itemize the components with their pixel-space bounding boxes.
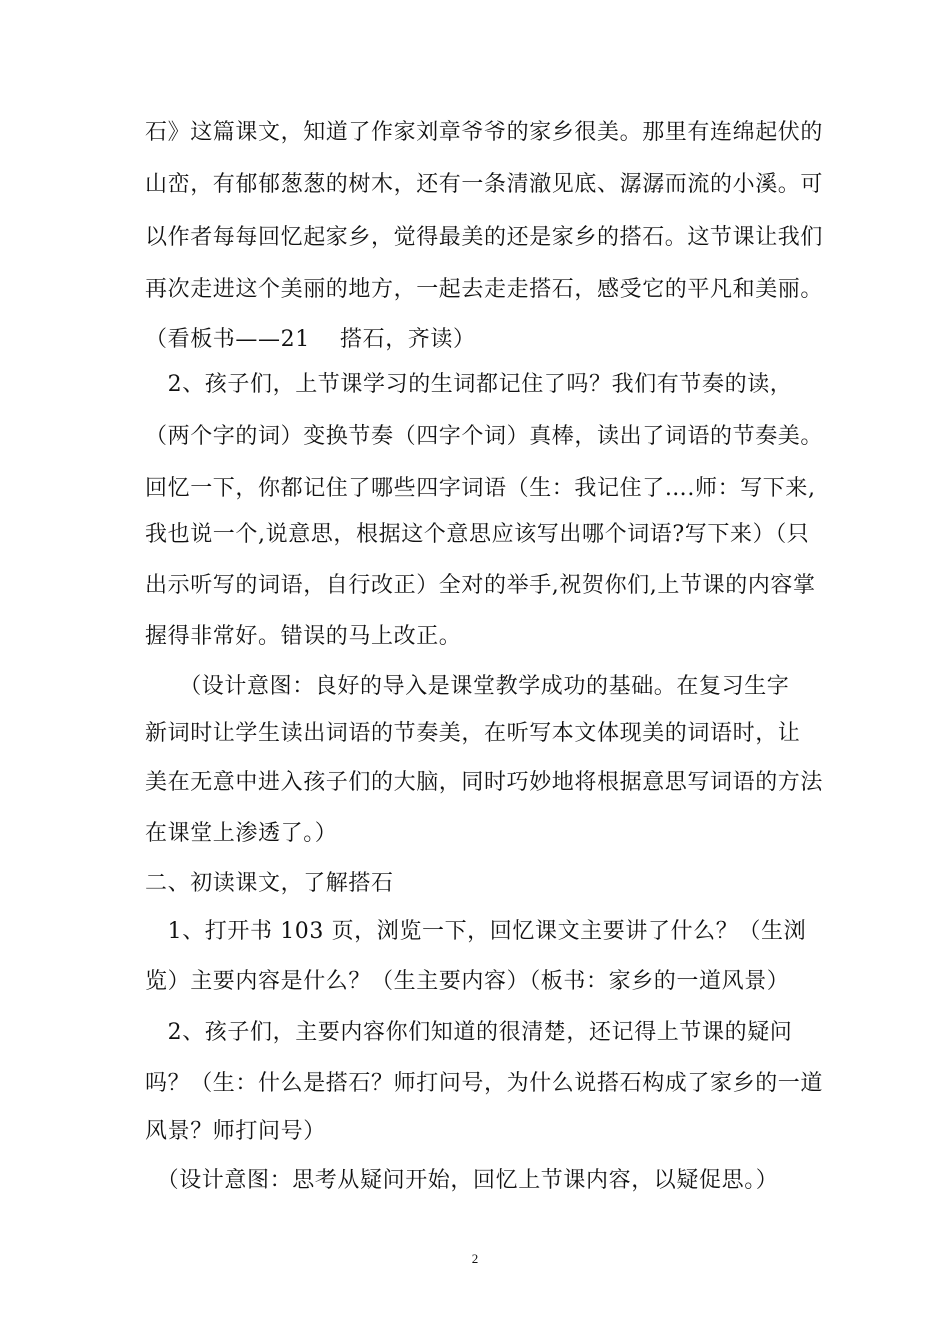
text-line: 美在无意中进入孩子们的大脑，同时巧妙地将根据意思写词语的方法 [145, 770, 824, 795]
text-line: 2、孩子们，主要内容你们知道的很清楚，还记得上节课的疑问 [145, 1020, 793, 1045]
text-line: 风景？师打问号） [145, 1119, 326, 1144]
text-line: 1、打开书 103 页，浏览一下，回忆课文主要讲了什么？（生浏 [145, 919, 807, 944]
text-line: 握得非常好。错误的马上改正。 [145, 624, 462, 649]
text-line: 我也说一个,说意思，根据这个意思应该写出哪个词语?写下来）（只 [145, 522, 810, 547]
text-line: 吗？（生：什么是搭石？师打问号，为什么说搭石构成了家乡的一道 [145, 1071, 824, 1096]
text-line: 出示听写的词语，自行改正）全对的举手,祝贺你们,上节课的内容掌 [145, 573, 816, 598]
text-line: 新词时让学生读出词语的节奏美，在听写本文体现美的词语时，让 [145, 721, 801, 746]
text-line: （设计意图：思考从疑问开始，回忆上节课内容，以疑促思。） [145, 1168, 779, 1193]
text-line: 回忆一下，你都记住了哪些四字词语（生：我记住了….师：写下来, [145, 476, 816, 501]
text-line: （设计意图：良好的导入是课堂教学成功的基础。在复习生字 [145, 674, 790, 699]
text-line: 在课堂上渗透了。） [145, 821, 338, 846]
text-line: 2、孩子们，上节课学习的生词都记住了吗？我们有节奏的读， [145, 372, 793, 397]
text-line: （看板书——21 搭石，齐读） [145, 327, 476, 352]
text-line: （两个字的词）变换节奏（四字个词）真棒，读出了词语的节奏美。 [145, 424, 824, 449]
page-number: 2 [471, 1251, 479, 1266]
text-line: 山峦，有郁郁葱葱的树木，还有一条清澈见底、潺潺而流的小溪。可 [145, 172, 824, 197]
section-heading: 二、初读课文，了解搭石 [145, 871, 394, 896]
text-line: 再次走进这个美丽的地方，一起去走走搭石，感受它的平凡和美丽。 [145, 277, 824, 302]
text-line: 石》这篇课文，知道了作家刘章爷爷的家乡很美。那里有连绵起伏的 [145, 120, 824, 145]
text-line: 以作者每每回忆起家乡，觉得最美的还是家乡的搭石。这节课让我们 [145, 225, 824, 250]
text-line: 览）主要内容是什么？（生主要内容）（板书：家乡的一道风景） [145, 969, 790, 994]
